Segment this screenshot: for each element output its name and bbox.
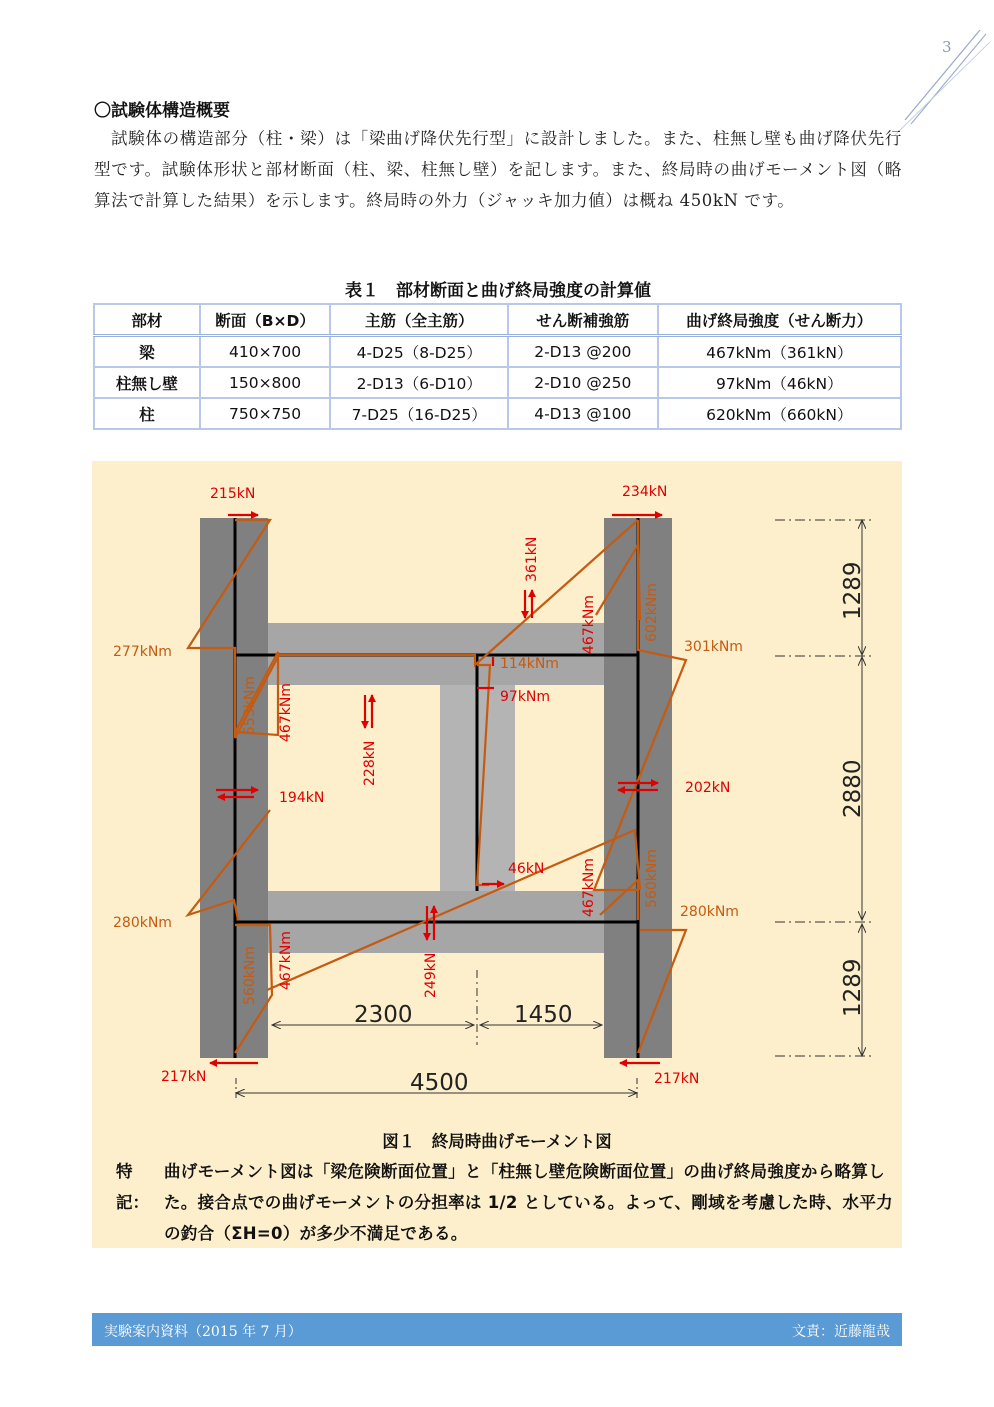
moment-left-553-label: 553kNm bbox=[242, 676, 258, 735]
moment-wall-top-label: 114kNm bbox=[500, 656, 559, 672]
table-cell: 7-D25（16-D25） bbox=[330, 398, 508, 429]
section-heading: 〇試験体構造概要 bbox=[94, 101, 230, 121]
dimension-top-height: 1289 bbox=[840, 561, 866, 620]
table-cell: 4-D13 @100 bbox=[508, 398, 658, 429]
table-cell: 柱無し壁 bbox=[94, 367, 200, 398]
table-cell: 柱 bbox=[94, 398, 200, 429]
table-cell: 2-D10 @250 bbox=[508, 367, 658, 398]
moment-right-upper-label: 301kNm bbox=[684, 639, 743, 655]
moment-right-467-upper-label: 467kNm bbox=[581, 595, 597, 654]
header-cell: 主筋（全主筋） bbox=[330, 304, 508, 336]
figure-note bbox=[116, 1156, 896, 1249]
shear-wall-bottom-label: 46kN bbox=[508, 861, 545, 877]
table-cell: 750×750 bbox=[200, 398, 331, 429]
moment-right-602-label: 602kNm bbox=[644, 583, 660, 642]
moment-left-lower-label: 280kNm bbox=[113, 915, 172, 931]
header-cell: 曲げ終局強度（せん断力） bbox=[658, 304, 901, 336]
table-cell: 2-D13（6-D10） bbox=[330, 367, 508, 398]
header-cell: 部材 bbox=[94, 304, 200, 336]
shear-left-column-label: 194kN bbox=[279, 790, 325, 806]
intro-paragraph: 試験体の構造部分（柱・梁）は「梁曲げ降伏先行型」に設計しました。また、柱無し壁も曲げ降伏先行型です。試験体形状と部材断面（柱、梁、柱無し壁）を記します。また、終局時の曲げモーメント図（略算法で計算した結果）を示します。終局時の外力（ジャッキ加力値）は概ね 450kN です。 bbox=[94, 129, 902, 210]
moment-right-lower-label: 280kNm bbox=[680, 904, 739, 920]
note-heading: 特記： bbox=[116, 1162, 149, 1212]
table-cell: 梁 bbox=[94, 336, 200, 368]
moment-left-upper-label: 277kNm bbox=[113, 644, 172, 660]
force-top-left-label: 215kN bbox=[210, 486, 256, 502]
table-cell: 2-D13 @200 bbox=[508, 336, 658, 368]
page-number: 3 bbox=[942, 38, 952, 56]
force-top-right-label: 234kN bbox=[622, 484, 668, 500]
note-body: 曲げモーメント図は「梁危険断面位置」と「柱無し壁危険断面位置」の曲げ終局強度から略算した。接合点での曲げモーメントの分担率は 1/2 としている。よって、剛域を考慮した時、水平力の釣合（ΣH=0）が多少不満足である。 bbox=[164, 1162, 893, 1243]
shear-upper-beam-label: 361kN bbox=[524, 536, 540, 582]
table-cell: 150×800 bbox=[200, 367, 331, 398]
table-cell: 97kNm（46kN） bbox=[658, 367, 901, 398]
force-bottom-left-label: 217kN bbox=[161, 1069, 207, 1085]
header-cell: 断面（B×D） bbox=[200, 304, 331, 336]
dimension-left-span: 2300 bbox=[354, 1002, 413, 1028]
dimension-total-span: 4500 bbox=[410, 1070, 469, 1096]
moment-wall-97-label: 97kNm bbox=[500, 689, 551, 705]
table-cell: 620kNm（660kN） bbox=[658, 398, 901, 429]
table-cell: 467kNm（361kN） bbox=[658, 336, 901, 368]
table-cell: 4-D25（8-D25） bbox=[330, 336, 508, 368]
moment-left-560-label: 560kNm bbox=[242, 946, 258, 1005]
footer-left-text: 実験案内資料（2015 年 7 月） bbox=[104, 1324, 302, 1340]
shear-right-column-label: 202kN bbox=[685, 780, 731, 796]
dimension-bottom-height: 1289 bbox=[840, 958, 866, 1017]
shear-lower-beam-label: 249kN bbox=[423, 952, 439, 998]
dimension-middle-height: 2880 bbox=[840, 759, 866, 818]
footer-bar bbox=[92, 1313, 902, 1346]
shear-wall-top-label: 228kN bbox=[362, 740, 378, 786]
moment-left-467-upper-label: 467kNm bbox=[278, 683, 294, 742]
force-bottom-right-label: 217kN bbox=[654, 1071, 700, 1087]
header-cell: せん断補強筋 bbox=[508, 304, 658, 336]
footer-right-text: 文責：近藤龍哉 bbox=[792, 1324, 890, 1340]
dimension-right-span: 1450 bbox=[514, 1002, 573, 1028]
moment-right-560-label: 560kNm bbox=[644, 849, 660, 908]
moment-left-467-lower-label: 467kNm bbox=[278, 931, 294, 990]
table-caption: 表１ 部材断面と曲げ終局強度の計算値 bbox=[345, 281, 651, 301]
table-cell: 410×700 bbox=[200, 336, 331, 368]
moment-right-467-lower-label: 467kNm bbox=[581, 858, 597, 917]
figure-caption: 図１ 終局時曲げモーメント図 bbox=[382, 1132, 612, 1151]
